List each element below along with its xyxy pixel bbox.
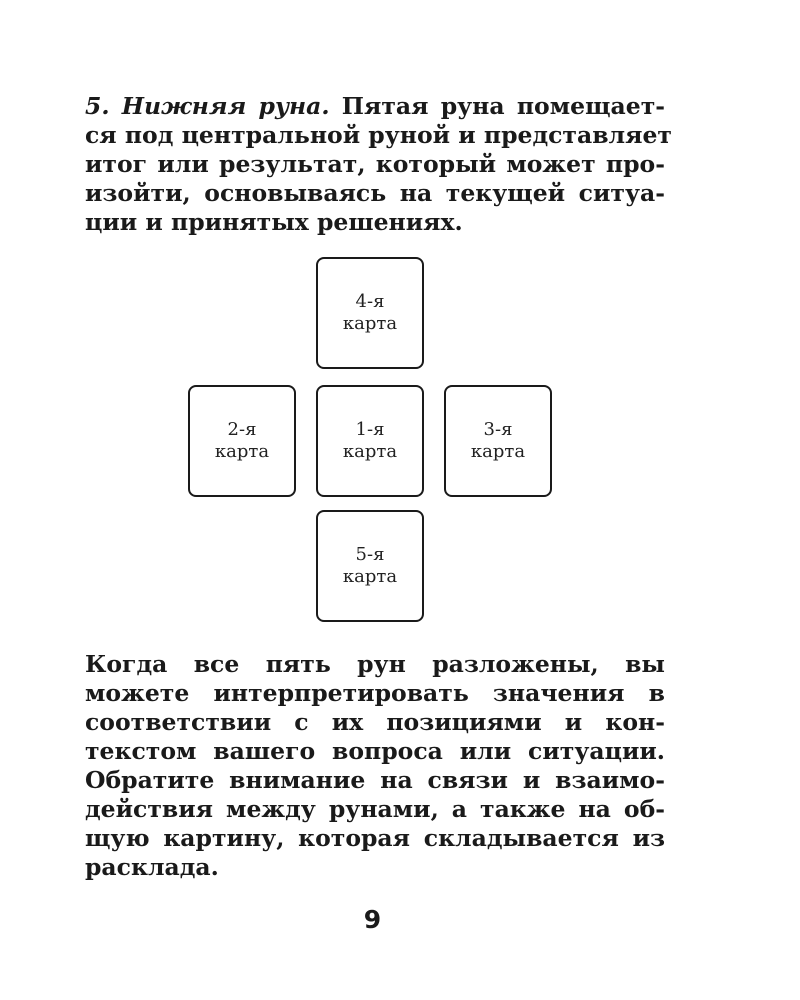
card-number: 1-я: [355, 419, 385, 440]
page-number: 9: [363, 905, 382, 934]
text-line: Обратите внимание на связи и взаимо-: [85, 766, 665, 794]
text-line: можете интерпретировать значения в: [85, 679, 665, 707]
card-1: [316, 385, 424, 497]
text-line: расклада.: [85, 853, 219, 881]
text-line: ции и принятых решениях.: [85, 208, 463, 236]
text-line: действия между рунами, а также на об-: [85, 795, 665, 823]
card-5: [316, 510, 424, 622]
paragraph-lower-rune: [85, 92, 672, 237]
text-line: изойти, основываясь на текущей ситуа-: [85, 179, 665, 207]
card-3: [444, 385, 552, 497]
section-heading: 5. Нижняя руна.: [85, 92, 330, 120]
card-label: карта: [342, 566, 398, 587]
card-label: карта: [470, 441, 526, 462]
card-label: карта: [342, 441, 398, 462]
paragraph-interpretation: [85, 650, 665, 882]
card-4: [316, 257, 424, 369]
card-label: карта: [342, 313, 398, 334]
text-line: щую картину, которая складывается из: [85, 824, 665, 852]
text-line-content: Пятая руна помещает-: [329, 92, 666, 120]
text-line: ся под центральной руной и представляет: [85, 121, 672, 149]
text-line: соответствии с их позициями и кон-: [85, 708, 665, 736]
text-line: [85, 92, 665, 121]
text-line: текстом вашего вопроса или ситуации.: [85, 737, 665, 765]
card-number: 2-я: [227, 419, 257, 440]
card-number: 4-я: [355, 291, 385, 312]
card-label: карта: [214, 441, 270, 462]
text-line: Когда все пять рун разложены, вы: [85, 650, 665, 678]
card-number: 3-я: [483, 419, 513, 440]
text-line: итог или результат, который может про-: [85, 150, 665, 178]
card-2: [188, 385, 296, 497]
card-number: 5-я: [355, 544, 385, 565]
